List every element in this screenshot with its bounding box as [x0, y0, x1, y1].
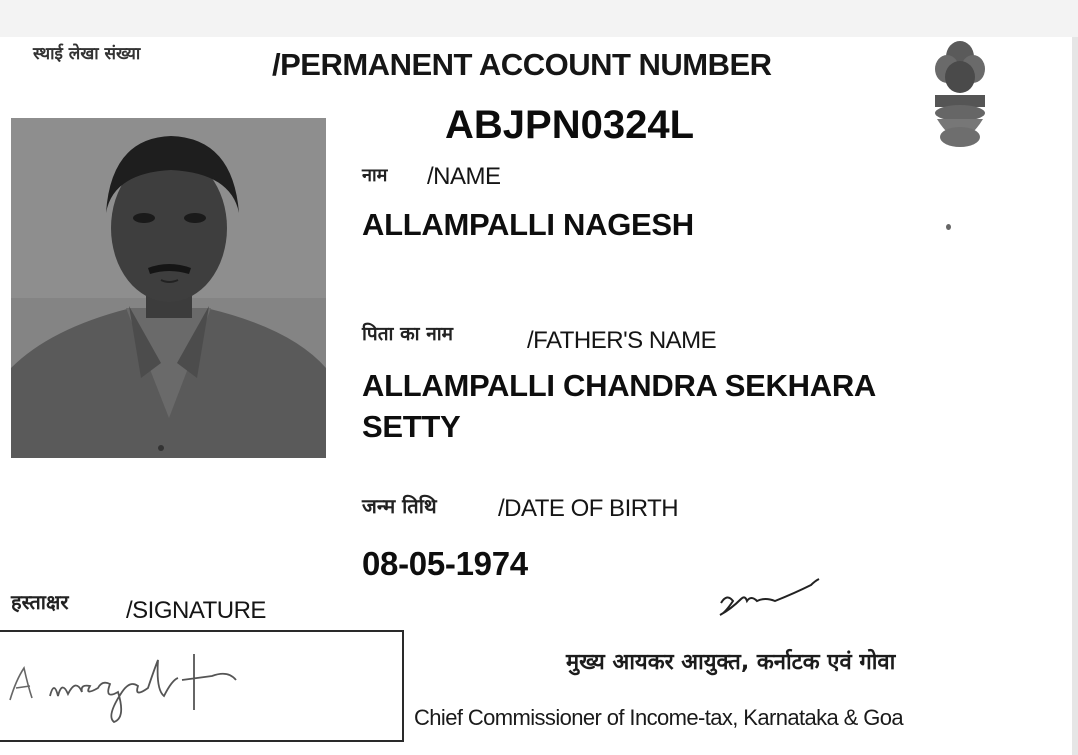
speck-mark [946, 224, 951, 230]
pan-number: ABJPN0324L [445, 103, 695, 147]
dob-label-hindi: जन्म तिथि [362, 494, 437, 518]
portrait-photo-art [11, 118, 326, 458]
issuer-english: Chief Commissioner of Income-tax, Karnataka & Goa [414, 705, 904, 730]
signature-label-hindi: हस्ताक्षर [11, 590, 69, 614]
father-value-line2: SETTY [362, 409, 461, 444]
name-label-hindi: नाम [362, 165, 388, 186]
name-label-english: /NAME [427, 163, 501, 190]
signature-box [0, 630, 404, 742]
signature-image [6, 640, 266, 730]
pan-label-english: /PERMANENT ACCOUNT NUMBER [272, 47, 772, 82]
portrait-photo [11, 118, 326, 458]
pan-label-hindi: स्थाई लेखा संख्या [33, 44, 141, 64]
signature-label-english: /SIGNATURE [126, 597, 266, 624]
father-label-hindi: पिता का नाम [362, 323, 454, 345]
name-value: ALLAMPALLI NAGESH [362, 207, 694, 242]
pan-card [0, 37, 1072, 755]
issuer-hindi: मुख्य आयकर आयुक्त, कर्नाटक एवं गोवा [566, 650, 896, 675]
father-value-line1: ALLAMPALLI CHANDRA SEKHARA [362, 368, 876, 403]
card-edge [1072, 37, 1078, 755]
state-emblem-icon [925, 37, 995, 157]
dob-value: 08-05-1974 [362, 545, 528, 582]
commissioner-signature-mark [715, 569, 830, 624]
father-label-english: /FATHER'S NAME [527, 327, 717, 354]
dob-label-english: /DATE OF BIRTH [498, 495, 679, 522]
